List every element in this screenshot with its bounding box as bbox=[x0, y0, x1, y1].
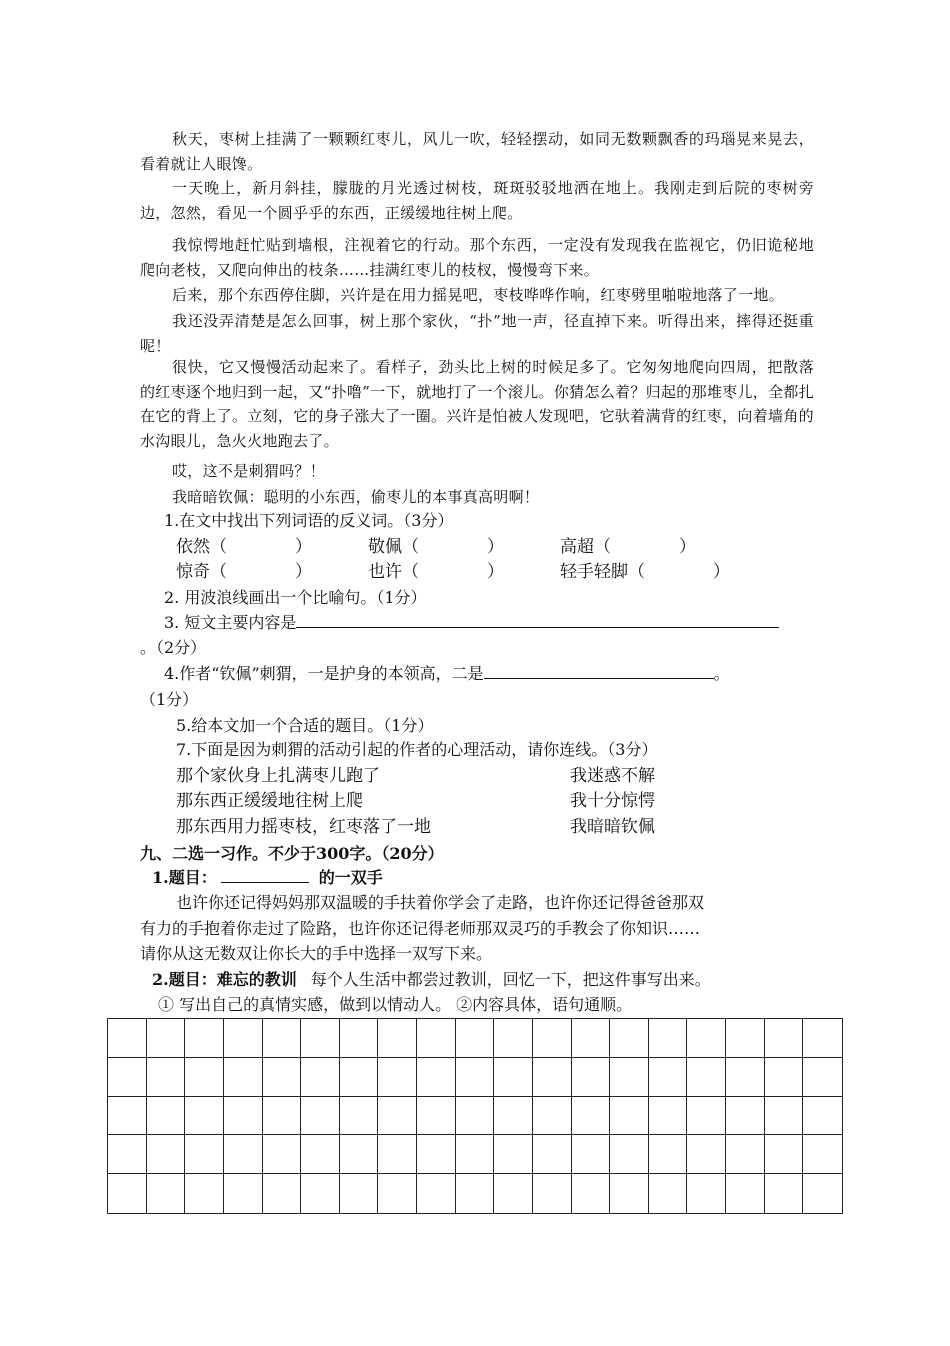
writing-grid-cell[interactable] bbox=[340, 1019, 379, 1058]
writing-grid-cell[interactable] bbox=[726, 1058, 765, 1097]
writing-grid-cell[interactable] bbox=[417, 1058, 456, 1097]
writing-grid-cell[interactable] bbox=[649, 1097, 688, 1136]
topic-1-blank[interactable] bbox=[221, 866, 309, 883]
question-2: 2. 用波浪线画出一个比喻句。（1分） bbox=[164, 588, 427, 607]
writing-grid-cell[interactable] bbox=[108, 1058, 147, 1097]
writing-grid-cell[interactable] bbox=[378, 1135, 417, 1174]
writing-grid-cell[interactable] bbox=[185, 1097, 224, 1136]
writing-grid-cell[interactable] bbox=[224, 1058, 263, 1097]
writing-grid-cell[interactable] bbox=[340, 1174, 379, 1213]
passage-paragraph-7: 哎，这不是刺猬吗？！ bbox=[172, 462, 326, 480]
writing-grid-cell[interactable] bbox=[649, 1174, 688, 1213]
writing-grid-cell[interactable] bbox=[456, 1058, 495, 1097]
writing-grid-cell[interactable] bbox=[610, 1174, 649, 1213]
writing-grid-cell[interactable] bbox=[687, 1019, 726, 1058]
passage-paragraph-6: 很快，它又慢慢活动起来了。看样子，劲头比上树的时候足多了。它匆匆地爬向四周，把散落的红枣逐个地归到一起，又“扑噜”一下，就地打了一个滚儿。你猜怎么着？归起的那堆枣儿，全都扎在它的背上了。立刻，它的身子涨大了一圈。兴许是怕被人发现吧，它驮着满背的红枣，向着墙角的水沟眼儿，急火火地跑去了。 bbox=[140, 358, 814, 450]
question-4-label: 4.作者“钦佩”刺猬，一是护身的本领高，二是 bbox=[164, 664, 484, 683]
writing-grid-cell[interactable] bbox=[108, 1174, 147, 1213]
writing-grid-cell[interactable] bbox=[224, 1174, 263, 1213]
question-4 bbox=[164, 662, 730, 686]
writing-grid-cell[interactable] bbox=[687, 1135, 726, 1174]
writing-grid-cell[interactable] bbox=[765, 1019, 804, 1058]
match-left-2[interactable]: 那东西正缓缓地往树上爬 bbox=[176, 791, 363, 811]
writing-grid-cell[interactable] bbox=[494, 1174, 533, 1213]
q1-word-3: 高超（ ） bbox=[560, 537, 696, 557]
topic-2-text: 每个人生活中都尝过教训，回忆一下，把这件事写出来。 bbox=[310, 970, 711, 989]
writing-grid-cell[interactable] bbox=[417, 1174, 456, 1213]
writing-grid-cell[interactable] bbox=[533, 1135, 572, 1174]
writing-grid-cell[interactable] bbox=[147, 1097, 186, 1136]
writing-requirements: ① 写出自己的真情实感，做到以情动人。 ②内容具体，语句通顺。 bbox=[158, 995, 633, 1014]
writing-grid-cell[interactable] bbox=[533, 1019, 572, 1058]
writing-grid-cell[interactable] bbox=[803, 1058, 842, 1097]
writing-grid-cell[interactable] bbox=[263, 1058, 302, 1097]
question-1-label: 1.在文中找出下列词语的反义词。（3分） bbox=[164, 511, 454, 530]
topic-1-text-3: 请你从这无数双让你长大的手中选择一双写下来。 bbox=[140, 944, 493, 963]
question-3 bbox=[164, 611, 779, 635]
writing-grid-cell[interactable] bbox=[378, 1174, 417, 1213]
writing-grid-cell[interactable] bbox=[301, 1058, 340, 1097]
writing-grid-cell[interactable] bbox=[147, 1135, 186, 1174]
question-4-answer-line[interactable] bbox=[484, 662, 714, 679]
writing-grid-cell[interactable] bbox=[494, 1135, 533, 1174]
writing-grid-cell[interactable] bbox=[726, 1097, 765, 1136]
match-left-3[interactable]: 那东西用力摇枣枝，红枣落了一地 bbox=[176, 817, 431, 837]
writing-grid-cell[interactable] bbox=[726, 1174, 765, 1213]
writing-grid-cell[interactable] bbox=[108, 1019, 147, 1058]
writing-grid-cell[interactable] bbox=[340, 1135, 379, 1174]
writing-grid-cell[interactable] bbox=[533, 1174, 572, 1213]
writing-grid-cell[interactable] bbox=[610, 1097, 649, 1136]
topic-1-label: 1.题目： bbox=[152, 868, 217, 887]
writing-grid-cell[interactable] bbox=[533, 1058, 572, 1097]
match-right-2[interactable]: 我十分惊愕 bbox=[570, 791, 655, 811]
writing-grid-cell[interactable] bbox=[726, 1135, 765, 1174]
q1-word-1: 依然（ ） bbox=[176, 537, 312, 557]
passage-paragraph-2: 一天晚上，新月斜挂，朦胧的月光透过树枝，斑斑驳驳地洒在地上。我刚走到后院的枣树旁边，忽然，看见一个圆乎乎的东西，正缓缓地往树上爬。 bbox=[140, 179, 814, 222]
section-9-heading: 九、二选一习作。不少于300字。（20分） bbox=[140, 844, 444, 863]
match-right-1[interactable]: 我迷惑不解 bbox=[570, 766, 655, 786]
writing-grid-cell[interactable] bbox=[301, 1135, 340, 1174]
passage-paragraph-4: 后来，那个东西停住脚，兴许是在用力摇晃吧，枣枝哗哗作响，红枣劈里啪啦地落了一地。 bbox=[172, 286, 785, 304]
topic-2-label: 2.题目：难忘的教训 bbox=[152, 970, 297, 989]
writing-grid-cell[interactable] bbox=[108, 1135, 147, 1174]
writing-grid-cell[interactable] bbox=[572, 1058, 611, 1097]
writing-grid-cell[interactable] bbox=[185, 1174, 224, 1213]
writing-grid-cell[interactable] bbox=[108, 1097, 147, 1136]
writing-grid-cell[interactable] bbox=[456, 1097, 495, 1136]
question-3-score: 。（2分） bbox=[140, 638, 207, 657]
writing-grid-cell[interactable] bbox=[147, 1174, 186, 1213]
topic-1-text-1: 也许你还记得妈妈那双温暖的手扶着你学会了走路，也许你还记得爸爸那双 bbox=[176, 893, 705, 912]
writing-grid-cell[interactable] bbox=[456, 1135, 495, 1174]
topic-1-text-2: 有力的手抱着你走过了险路，也许你还记得老师那双灵巧的手教会了你知识…… bbox=[140, 919, 701, 938]
writing-grid-cell[interactable] bbox=[494, 1019, 533, 1058]
writing-grid-cell[interactable] bbox=[263, 1019, 302, 1058]
writing-grid-cell[interactable] bbox=[185, 1019, 224, 1058]
writing-grid-cell[interactable] bbox=[378, 1019, 417, 1058]
writing-grid-cell[interactable] bbox=[147, 1019, 186, 1058]
writing-grid-cell[interactable] bbox=[301, 1174, 340, 1213]
writing-grid-cell[interactable] bbox=[572, 1019, 611, 1058]
writing-grid-cell[interactable] bbox=[456, 1019, 495, 1058]
passage-paragraph-5: 我还没弄清楚是怎么回事，树上那个家伙，“扑”地一声，径直掉下来。听得出来，摔得还挺重呢！ bbox=[140, 312, 814, 355]
writing-grid-cell[interactable] bbox=[610, 1058, 649, 1097]
topic-1-suffix: 的一双手 bbox=[318, 868, 383, 887]
writing-grid-cell[interactable] bbox=[803, 1019, 842, 1058]
writing-grid-cell[interactable] bbox=[803, 1097, 842, 1136]
writing-grid-cell[interactable] bbox=[649, 1058, 688, 1097]
question-3-label: 3. 短文主要内容是 bbox=[164, 613, 297, 632]
writing-grid-cell[interactable] bbox=[185, 1058, 224, 1097]
question-4-score: （1分） bbox=[140, 690, 199, 709]
writing-grid-cell[interactable] bbox=[224, 1097, 263, 1136]
q1-word-6: 轻手轻脚（ ） bbox=[560, 562, 730, 582]
writing-grid-cell[interactable] bbox=[726, 1019, 765, 1058]
writing-grid-cell[interactable] bbox=[494, 1097, 533, 1136]
question-4-end: 。 bbox=[713, 664, 730, 683]
writing-grid-cell[interactable] bbox=[185, 1135, 224, 1174]
topic-2 bbox=[152, 968, 711, 992]
topic-1-title bbox=[152, 866, 383, 890]
writing-grid-cell[interactable] bbox=[572, 1135, 611, 1174]
passage-paragraph-1: 秋天，枣树上挂满了一颗颗红枣儿，风儿一吹，轻轻摆动，如同无数颗飘香的玛瑙晃来晃去，看着就让人眼馋。 bbox=[140, 130, 814, 173]
writing-grid-cell[interactable] bbox=[263, 1135, 302, 1174]
writing-grid-cell[interactable] bbox=[417, 1097, 456, 1136]
writing-grid-cell[interactable] bbox=[340, 1097, 379, 1136]
writing-grid-cell[interactable] bbox=[456, 1174, 495, 1213]
writing-grid-cell[interactable] bbox=[224, 1019, 263, 1058]
writing-grid-cell[interactable] bbox=[147, 1058, 186, 1097]
writing-grid-cell[interactable] bbox=[687, 1174, 726, 1213]
writing-grid-cell[interactable] bbox=[610, 1019, 649, 1058]
writing-grid-cell[interactable] bbox=[572, 1174, 611, 1213]
writing-grid-cell[interactable] bbox=[803, 1174, 842, 1213]
writing-grid-cell[interactable] bbox=[610, 1135, 649, 1174]
q1-word-4: 惊奇（ ） bbox=[176, 562, 312, 582]
question-3-answer-line[interactable] bbox=[296, 611, 779, 628]
writing-grid-cell[interactable] bbox=[417, 1135, 456, 1174]
writing-grid-cell[interactable] bbox=[417, 1019, 456, 1058]
writing-grid-cell[interactable] bbox=[533, 1097, 572, 1136]
writing-grid-cell[interactable] bbox=[224, 1135, 263, 1174]
writing-grid-cell[interactable] bbox=[803, 1135, 842, 1174]
match-left-1[interactable]: 那个家伙身上扎满枣儿跑了 bbox=[176, 766, 380, 786]
writing-grid-cell[interactable] bbox=[687, 1097, 726, 1136]
writing-grid-cell[interactable] bbox=[378, 1097, 417, 1136]
passage-paragraph-8: 我暗暗钦佩：聪明的小东西，偷枣儿的本事真高明啊！ bbox=[172, 488, 540, 506]
writing-grid-cell[interactable] bbox=[263, 1097, 302, 1136]
writing-grid-cell[interactable] bbox=[649, 1135, 688, 1174]
writing-grid[interactable] bbox=[107, 1018, 843, 1214]
writing-grid-cell[interactable] bbox=[494, 1058, 533, 1097]
question-7-label: 7.下面是因为刺猬的活动引起的作者的心理活动，请你连线。（3分） bbox=[176, 740, 658, 759]
writing-grid-cell[interactable] bbox=[301, 1019, 340, 1058]
writing-grid-cell[interactable] bbox=[649, 1019, 688, 1058]
question-5: 5.给本文加一个合适的题目。（1分） bbox=[176, 716, 434, 735]
writing-grid-cell[interactable] bbox=[572, 1097, 611, 1136]
match-right-3[interactable]: 我暗暗钦佩 bbox=[570, 817, 655, 837]
writing-grid-cell[interactable] bbox=[263, 1174, 302, 1213]
writing-grid-cell[interactable] bbox=[765, 1097, 804, 1136]
writing-grid-cell[interactable] bbox=[378, 1058, 417, 1097]
writing-grid-cell[interactable] bbox=[765, 1058, 804, 1097]
q1-word-5: 也许（ ） bbox=[368, 562, 504, 582]
writing-grid-cell[interactable] bbox=[301, 1097, 340, 1136]
writing-grid-cell[interactable] bbox=[765, 1174, 804, 1213]
writing-grid-cell[interactable] bbox=[687, 1058, 726, 1097]
writing-grid-cell[interactable] bbox=[340, 1058, 379, 1097]
q1-word-2: 敬佩（ ） bbox=[368, 537, 504, 557]
writing-grid-cell[interactable] bbox=[765, 1135, 804, 1174]
passage-paragraph-3: 我惊愕地赶忙贴到墙根，注视着它的行动。那个东西，一定没有发现我在监视它，仍旧诡秘地爬向老枝，又爬向伸出的枝条……挂满红枣儿的枝杈，慢慢弯下来。 bbox=[140, 236, 814, 279]
